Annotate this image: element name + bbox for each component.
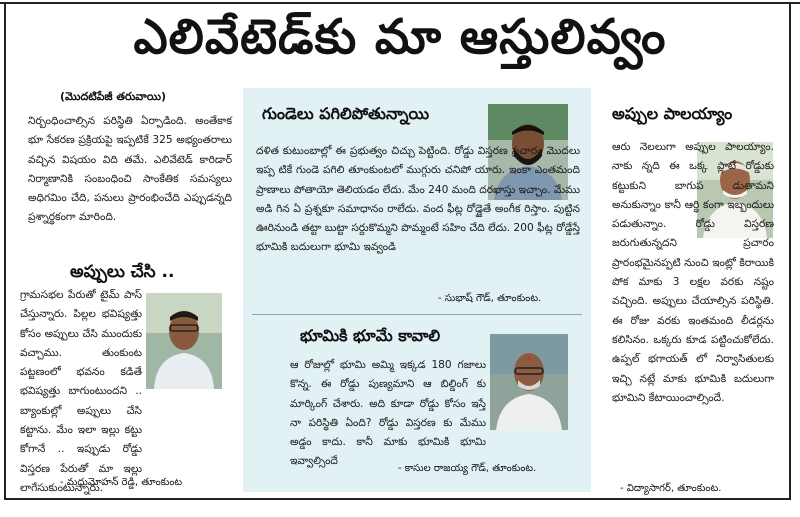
left-story-body: గ్రామసభల పేరుతో టైమ్ పాస్ చేస్తున్నారు. పిల్లల భవిష్యత్తు కోసం అప్పులు చేసి ముందుకు వచ్చాము. తుంకుంట పట్టణంలో భవనం కడితే భవిష్యత్తు బాగుంటుందని .. బ్యాంకుల్లో అప్పులు చేసి కట్టాను. మేం ఇలా ఇల్లు కట్టు కోగానే .. ఇప్పుడు రోడ్డు విస్తరణ పేరుతో మా ఇల్లు లాగేసుకుంటున్నారు. — [20, 289, 142, 494]
headline: ఎలివేటెడ్‌కు మా ఆస్తులివ్వం — [133, 9, 667, 65]
portrait-icon — [146, 293, 222, 389]
left-intro-paragraph: నిర్బంధించాల్సిన పరిస్థితి ఏర్పాడింది. అంతేకాక భూ సేకరణ ప్రక్రియపై ఇప్పటికే 325 అభ్యంతరాలు వచ్చిన విషయం విది తమే. ఎలివేటెడ్ కారిడార్ నిర్మాణానికి సంబంధించి సాంకేతిక సమస్యలు అధిగమిం చేది, పనులు ప్రారంభించేది ఎప్పుడన్నది ప్రశ్నార్థకంగా మారింది. — [28, 115, 232, 224]
photo-elderly-man-glasses — [490, 334, 568, 430]
right-story-body: ఆరు నెలలుగా అప్పుల పాలయ్యాం. నాకు న్నది ఈ ఒక్క ప్లాటే రోడ్డుకు కట్టుకుని బాగుప డుతామని అనుకున్నాం కానీ ఆర్థి కంగా ఇబ్బందులు పడుతున్నాం. రోడ్డు విస్తరణ జరుగుతున్నదని ప్రచారం ప్రారంభమైనప్పటి నుంచి ఇంట్లో కిరాయికి పోక మాకు 3 లక్షల వరకు నష్టం వచ్చింది. అప్పులు చేయాల్సిన పరిస్థితి. ఈ రోజు వరకు ఇంతమంది లీడర్లను కలిసినం. ఒక్కరు కూడ పట్టించుకోలేదు. ఉప్పల్ భగాయత్ లో నిర్వాసితులకు ఇచ్చి నట్లే మాకు భూమికి బదులుగా భూమిని కేటాయించాల్సిందే. — [612, 141, 774, 404]
middle-divider — [252, 314, 582, 315]
middle-story2-body: ఆ రోజుల్లో భూమి అమ్మి ఇక్కడ 180 గజాలు కొన్న. ఈ రోడ్డు పుణ్యమాని ఆ బిల్డింగ్ కు మార్కింగ్ చేశారు. అది కూడా రోడ్డు కోసం ఇస్తే నా పరిస్థితి ఏంది? రోడ్డు విస్తరణ కు మేము అడ్డం కాదు. కానీ మాకు భూమికి భూమి ఇవ్వాల్సిందే — [290, 359, 486, 468]
right-story-heading: అప్పుల పాలయ్యాం — [612, 104, 733, 123]
left-story-heading: అప్పులు చేసి .. — [70, 262, 175, 282]
right-story-credit: - విద్యాసాగర్, తూంకుంట. — [620, 483, 722, 494]
bottom-border — [4, 498, 791, 500]
middle-story1-body: దళిత కుటుంబాల్లో ఈ ప్రభుత్వం చిచ్చు పెట్టింది. రోడ్డు విస్తరణ ప్రచారం మొదలు ఇప్ప టికే గుండె పగిలి తూంకుంటలో ముగ్గురు చనిపో యారు. ఇంకా ఎంతమంది ప్రాణాలు పోతాయో తెలియడం లేదు. మేం 240 మంది దరఖాస్తు ఇచ్చాం. మేము అడి గిన ఏ ప్రశ్నకూ సమాధానం రాలేదు. వంద ఫీట్ల రోడ్డైతే అంగీక రిస్తాం. పుట్టిన ఊరినుండి తట్టా బుట్టా సర్దుకొమ్మని పొమ్మంటే సహిం చేది లేదు. 200 ఫీట్ల రోడ్డేస్తే భూమికి బదులుగా భూమి ఇవ్వండి — [256, 145, 580, 254]
portrait-icon — [490, 334, 568, 430]
middle-story1-credit: - సుభాష్ గౌడ్, తూంకుంట. — [438, 293, 542, 304]
continued-tag: (మొదటిపేజీ తరువాయి) — [60, 90, 167, 103]
left-story-credit: - మధుమోహన్ రెడ్డి, తూంకుంట — [60, 477, 183, 488]
middle-story1-heading: గుండెలు పగిలిపోతున్నాయి — [262, 104, 430, 123]
middle-story2-heading: భూమికి భూమే కావాలి — [300, 326, 441, 345]
middle-story2-credit: - కాసుల రాజయ్య గౌడ్, తూంకుంట. — [398, 463, 537, 474]
photo-man-glasses — [146, 293, 222, 389]
